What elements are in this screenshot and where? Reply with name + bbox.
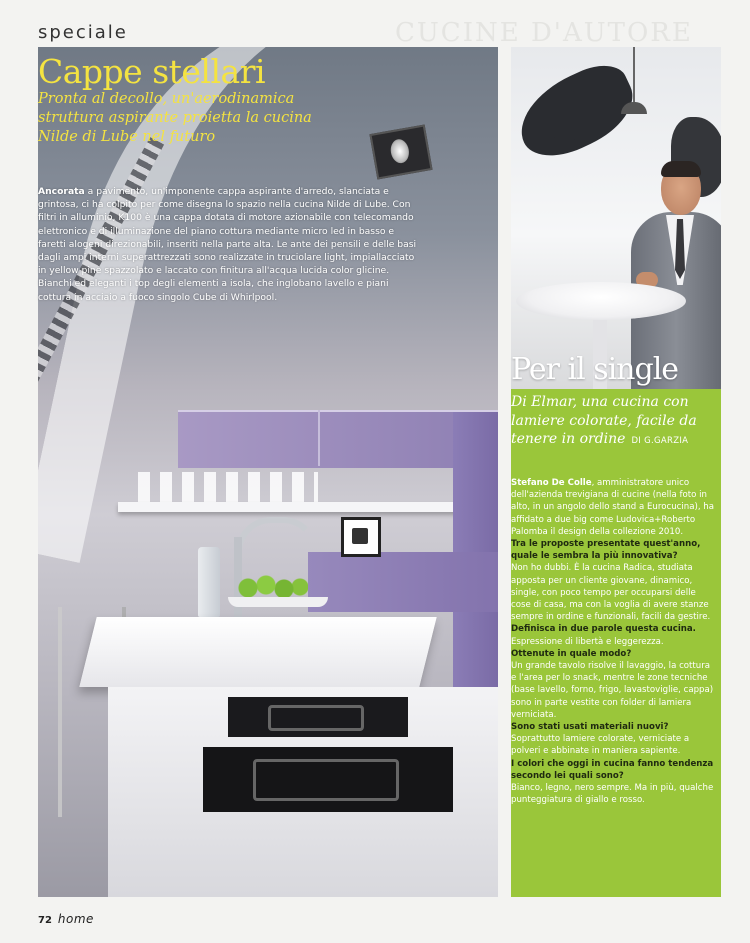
question-3: Ottenute in quale modo? — [511, 648, 632, 659]
man-hair — [661, 161, 701, 177]
table-top — [516, 282, 686, 320]
article-subtitle: Pronta al decollo, un'aerodinamica struttura aspirante proietta la cucina Nilde di Lube nel futuro — [38, 91, 312, 145]
lamp-icon — [621, 102, 647, 114]
kitchen-photo — [38, 47, 498, 897]
ghost-title: CUCINE D'AUTORE — [395, 18, 693, 44]
interview-subtitle — [511, 393, 716, 451]
section-label: speciale — [38, 22, 128, 43]
spotlight-icon — [369, 124, 432, 179]
interview-column — [511, 47, 721, 897]
interview-lead: Stefano De Colle — [511, 478, 592, 488]
interview-title: Per il single — [511, 352, 679, 387]
answer-2: Espressione di libertà e leggerezza. — [511, 636, 664, 647]
answer-1: Non ho dubbi. È la cucina Radica, studiata apposta per un cliente giovane, dinamico, single, con poco tempo per occuparsi delle cose di casa, ma con la voglia di avere stanze sempre in ordine e funzionali, facili da gestire. — [511, 563, 711, 623]
byline: DI G.GARZIA — [631, 436, 689, 446]
answer-3: Un grande tavolo risolve il lavaggio, la cottura e l'area per lo snack, mentre le zone tecniche (base lavello, forno, frigo, lavastoviglie, cappa) sono in parte vestite con folder di lamiera verniciata. — [511, 661, 714, 720]
hob-lower — [203, 747, 453, 812]
question-4: Sono stati usati materiali nuovi? — [511, 722, 669, 733]
bottle — [198, 547, 220, 617]
page-title: Cappe stellari — [38, 52, 266, 91]
shelf — [118, 502, 498, 512]
question-5: I colori che oggi in cucina fanno tendenza secondo lei quali sono? — [511, 758, 714, 781]
answer-5: Bianco, legno, nero sempre. Ma in più, qualche punteggiatura di giallo e rosso. — [511, 783, 714, 806]
answer-4: Soprattutto lamiere colorate, verniciate a polveri e abbinate in maniera sapiente. — [511, 734, 690, 757]
shelf-items — [138, 472, 318, 502]
body-lead: Ancorata — [38, 186, 85, 197]
question-2: Definisca in due parole questa cucina. — [511, 624, 696, 635]
interview-subtitle-text: Di Elmar, una cucina con lamiere colorate, facile da tenere in ordine — [511, 394, 697, 447]
magazine-name: home — [57, 912, 94, 926]
cabinet-divider — [318, 410, 320, 466]
body-text: a pavimento, un'imponente cappa aspirante d'arredo, slanciata e grintosa, ci ha colpito per come disegna lo spazio nella cucina Nilde di Lube. Con filtri in alluminio, K100 è una cappa dotata di motore azionabile con telecomando elettronico e di illuminazione del piano cottura mediante micro led in basso e faretti alogeni direzionabili, inseriti nella parte alta. Le ante dei pensili e delle basi dagli ampi interni superattrezzati sono realizzate in truciolare light, impiallacciato in yellow pine spazzolato e laccato con finitura all'acqua lucida color glicine. Bianchi ed eleganti i top degli elementi a isola, che inglobano lavello e piani cottura in acciaio a fuoco singolo Cube di Whirlpool. — [38, 186, 417, 303]
page-footer — [38, 912, 94, 926]
article-body — [38, 185, 418, 304]
lamp-cord — [633, 47, 635, 103]
interview-body — [511, 477, 716, 806]
portrait-photo — [511, 47, 721, 389]
wall-cabinets — [178, 410, 498, 468]
bowl — [228, 597, 328, 607]
base-cabinets — [308, 552, 498, 612]
picture-frame — [341, 517, 381, 557]
page-number: 72 — [38, 915, 52, 926]
hob-upper — [228, 697, 408, 737]
question-1: Tra le proposte presentate quest'anno, quale le sembra la più innovativa? — [511, 539, 701, 562]
island-top — [79, 617, 436, 687]
interview-intro: , amministratore unico dell'azienda trevigiana di cucine (nella foto in alto, in un angolo dello stand a Eurocucina), ha affidato a due big come Ludovica+Roberto Palomba il design della collezione 2010. — [511, 478, 714, 537]
